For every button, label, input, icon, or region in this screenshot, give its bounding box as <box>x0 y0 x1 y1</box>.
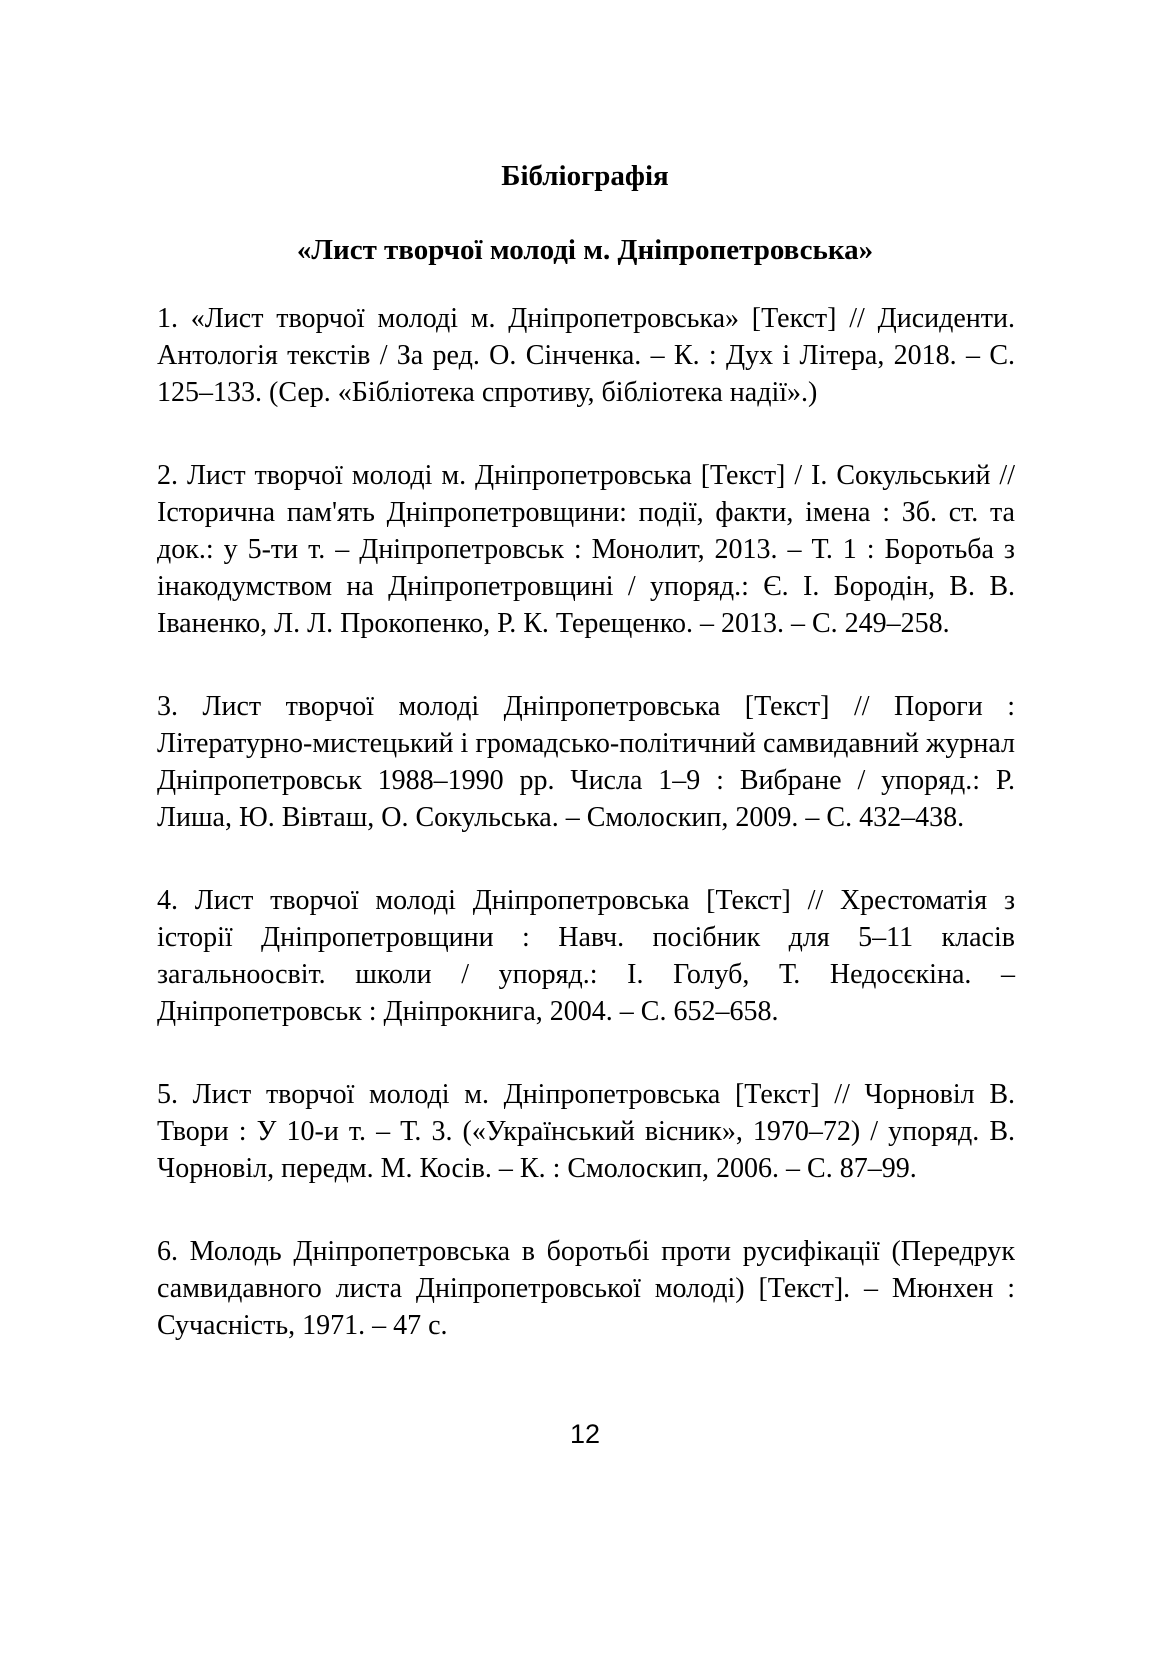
page-title: Бібліографія <box>501 160 669 192</box>
bibliography-entry-3: 3. Лист творчої молоді Дніпропетровська [Текст] // Пороги : Літературно-мистецький і громадсько-політичний самвидавний журнал Дніпропетровськ 1988–1990 рр. Числа 1–9 : Вибране / упоряд.: Р. Лиша, Ю. Вівташ, О. Сокульська. – Смолоскип, 2009. – С. 432–438. <box>157 691 1015 833</box>
page-number: 12 <box>569 1419 601 1449</box>
bibliography-entry-2: 2. Лист творчої молоді м. Дніпропетровська [Текст] / І. Сокульський // Історична пам'ять Дніпропетровщини: події, факти, імена : Зб. ст. та док.: у 5-ти т. – Дніпропетровськ : Монолит, 2013. – Т. 1 : Боротьба з інакодумством на Дніпропетровщині / упоряд.: Є. І. Бородін, В. В. Іваненко, Л. Л. Прокопенко, Р. К. Терещенко. – 2013. – С. 249–258. <box>157 460 1015 639</box>
section-subtitle: «Лист творчої молоді м. Дніпропетровська» <box>296 234 874 266</box>
bibliography-entry-5: 5. Лист творчої молоді м. Дніпропетровська [Текст] // Чорновіл В. Твори : У 10-и т. – Т. 3. («Український вісник», 1970–72) / упоряд. В. Чорновіл, передм. М. Косів. – К. : Смолоскип, 2006. – С. 87–99. <box>157 1079 1015 1184</box>
bibliography-entry-6: 6. Молодь Дніпропетровська в боротьбі проти русифікації (Передрук самвидавного листа Дніпропетровської молоді) [Текст]. – Мюнхен : Сучасність, 1971. – 47 с. <box>157 1236 1015 1341</box>
bibliography-entry-4: 4. Лист творчої молоді Дніпропетровська [Текст] // Хрестоматія з історії Дніпропетровщини : Навч. посібник для 5–11 класів загальноосвіт. школи / упоряд.: І. Голуб, Т. Недосєкіна. – Дніпропетровськ : Дніпрокнига, 2004. – С. 652–658. <box>157 885 1015 1027</box>
bibliography-entry-1: 1. «Лист творчої молоді м. Дніпропетровська» [Текст] // Дисиденти. Антологія текстів / За ред. О. Сінченка. – К. : Дух і Літера, 2018. – С. 125–133. (Сер. «Бібліотека спротиву, бібліотека надії».) <box>157 303 1015 408</box>
bibliography-list <box>157 300 1015 1390</box>
